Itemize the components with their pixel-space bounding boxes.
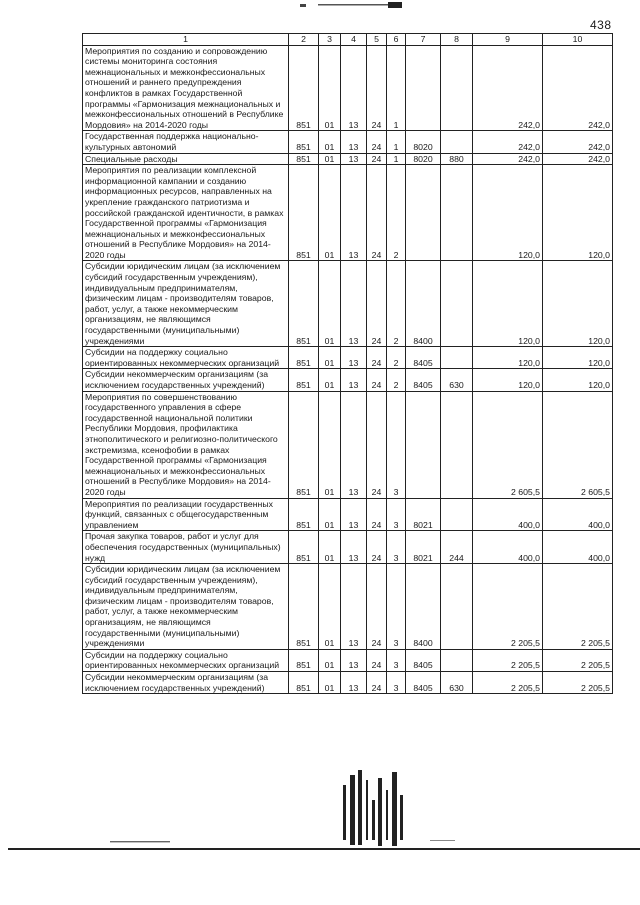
table-row xyxy=(83,165,613,261)
cell-code-2: 851 xyxy=(289,498,319,531)
cell-code-6: 1 xyxy=(387,153,406,165)
cell-code-3: 01 xyxy=(319,165,341,261)
item-name: Субсидии на поддержку социально ориентированных некоммерческих организаций xyxy=(83,347,289,369)
cell-code-8: 244 xyxy=(441,531,473,564)
cell-code-2: 851 xyxy=(289,531,319,564)
item-name: Мероприятия по созданию и сопровождению системы мониторинга состояния межнациональных и межконфессиональных отношений и раннего предупреждения конфликтов в рамках Государственной программы «Гармонизация межнациональных и межконфессиональных отношений в Республике Мордовия» на 2014-2020 годы xyxy=(83,45,289,131)
item-name: Субсидии юридическим лицам (за исключением субсидий государственным учреждениям), индивидуальным предпринимателям, физическим лицам - производителям товаров, работ, услуг, а также некоммерческим организациям, не являющимся государственными (муниципальными) учреждениями xyxy=(83,564,289,650)
cell-code-8: 630 xyxy=(441,369,473,391)
cell-code-3: 01 xyxy=(319,153,341,165)
cell-code-2: 851 xyxy=(289,649,319,671)
cell-code-8 xyxy=(441,131,473,153)
table-row xyxy=(83,672,613,694)
cell-amount-10: 120,0 xyxy=(543,347,613,369)
cell-code-7: 8021 xyxy=(406,498,441,531)
cell-amount-9: 2 205,5 xyxy=(473,564,543,650)
cell-code-6: 3 xyxy=(387,391,406,498)
cell-code-3: 01 xyxy=(319,369,341,391)
cell-amount-10: 120,0 xyxy=(543,261,613,347)
cell-code-6: 3 xyxy=(387,649,406,671)
table-row xyxy=(83,261,613,347)
cell-code-5: 24 xyxy=(367,498,387,531)
table-row xyxy=(83,564,613,650)
item-name: Прочая закупка товаров, работ и услуг для обеспечения государственных (муниципальных) нужд xyxy=(83,531,289,564)
table-row xyxy=(83,649,613,671)
cell-amount-10: 242,0 xyxy=(543,131,613,153)
cell-amount-9: 2 205,5 xyxy=(473,672,543,694)
cell-code-2: 851 xyxy=(289,45,319,131)
cell-amount-10: 2 605,5 xyxy=(543,391,613,498)
cell-amount-9: 242,0 xyxy=(473,153,543,165)
cell-code-7: 8405 xyxy=(406,369,441,391)
cell-amount-9: 400,0 xyxy=(473,531,543,564)
cell-code-2: 851 xyxy=(289,391,319,498)
cell-code-6: 3 xyxy=(387,498,406,531)
page-number: 438 xyxy=(590,18,612,32)
header-cell: 7 xyxy=(406,34,441,46)
cell-code-6: 1 xyxy=(387,131,406,153)
cell-code-4: 13 xyxy=(341,45,367,131)
cell-amount-10: 2 205,5 xyxy=(543,564,613,650)
cell-code-7: 8405 xyxy=(406,649,441,671)
cell-code-7 xyxy=(406,45,441,131)
cell-code-5: 24 xyxy=(367,672,387,694)
cell-code-8: 630 xyxy=(441,672,473,694)
cell-code-7 xyxy=(406,391,441,498)
cell-code-8 xyxy=(441,564,473,650)
cell-code-4: 13 xyxy=(341,261,367,347)
cell-code-2: 851 xyxy=(289,672,319,694)
table-row xyxy=(83,153,613,165)
cell-code-4: 13 xyxy=(341,672,367,694)
cell-code-6: 3 xyxy=(387,531,406,564)
cell-code-6: 3 xyxy=(387,672,406,694)
cell-code-5: 24 xyxy=(367,649,387,671)
cell-code-7: 8405 xyxy=(406,672,441,694)
cell-amount-10: 2 205,5 xyxy=(543,672,613,694)
cell-code-5: 24 xyxy=(367,369,387,391)
header-cell: 1 xyxy=(83,34,289,46)
table-row xyxy=(83,369,613,391)
cell-code-2: 851 xyxy=(289,564,319,650)
table-body xyxy=(83,45,613,694)
cell-code-7: 8020 xyxy=(406,153,441,165)
cell-code-3: 01 xyxy=(319,672,341,694)
cell-code-5: 24 xyxy=(367,153,387,165)
cell-code-7: 8020 xyxy=(406,131,441,153)
cell-code-4: 13 xyxy=(341,498,367,531)
table-row xyxy=(83,347,613,369)
cell-code-2: 851 xyxy=(289,131,319,153)
cell-code-2: 851 xyxy=(289,165,319,261)
item-name: Мероприятия по совершенствованию государственного управления в сфере государственной национальной политики Республики Мордовия, профилактика этнополитического и религиозно-политического экстремизма, ксенофобии в рамках Государственной программы «Гармонизация межнациональных и межконфессиональных отношений в Республике Мордовия» на 2014-2020 годы xyxy=(83,391,289,498)
cell-code-8 xyxy=(441,391,473,498)
cell-code-8 xyxy=(441,45,473,131)
cell-code-3: 01 xyxy=(319,347,341,369)
header-cell: 10 xyxy=(543,34,613,46)
table-row xyxy=(83,131,613,153)
header-cell: 3 xyxy=(319,34,341,46)
item-name: Субсидии на поддержку социально ориентированных некоммерческих организаций xyxy=(83,649,289,671)
cell-code-2: 851 xyxy=(289,347,319,369)
cell-code-4: 13 xyxy=(341,131,367,153)
table-row xyxy=(83,391,613,498)
table-row xyxy=(83,498,613,531)
cell-code-5: 24 xyxy=(367,531,387,564)
table-row xyxy=(83,45,613,131)
cell-code-8 xyxy=(441,649,473,671)
cell-code-3: 01 xyxy=(319,498,341,531)
header-cell: 2 xyxy=(289,34,319,46)
cell-code-4: 13 xyxy=(341,391,367,498)
cell-amount-9: 2 205,5 xyxy=(473,649,543,671)
cell-amount-10: 400,0 xyxy=(543,531,613,564)
scan-artifact-top xyxy=(300,2,420,8)
scan-artifact-bottom xyxy=(0,770,640,905)
cell-code-8 xyxy=(441,498,473,531)
item-name: Субсидии некоммерческим организациям (за исключением государственных учреждений) xyxy=(83,672,289,694)
cell-code-2: 851 xyxy=(289,261,319,347)
cell-amount-10: 242,0 xyxy=(543,45,613,131)
cell-code-5: 24 xyxy=(367,564,387,650)
cell-amount-9: 242,0 xyxy=(473,45,543,131)
cell-code-3: 01 xyxy=(319,531,341,564)
cell-code-8: 880 xyxy=(441,153,473,165)
cell-code-3: 01 xyxy=(319,649,341,671)
cell-code-4: 13 xyxy=(341,165,367,261)
header-cell: 8 xyxy=(441,34,473,46)
item-name: Субсидии некоммерческим организациям (за исключением государственных учреждений) xyxy=(83,369,289,391)
cell-code-2: 851 xyxy=(289,153,319,165)
cell-code-6: 2 xyxy=(387,347,406,369)
cell-amount-10: 400,0 xyxy=(543,498,613,531)
cell-amount-10: 120,0 xyxy=(543,165,613,261)
cell-code-8 xyxy=(441,261,473,347)
cell-code-5: 24 xyxy=(367,45,387,131)
header-cell: 6 xyxy=(387,34,406,46)
cell-code-3: 01 xyxy=(319,261,341,347)
cell-code-8 xyxy=(441,347,473,369)
cell-amount-9: 2 605,5 xyxy=(473,391,543,498)
item-name: Специальные расходы xyxy=(83,153,289,165)
cell-code-5: 24 xyxy=(367,165,387,261)
cell-code-4: 13 xyxy=(341,531,367,564)
table-row xyxy=(83,531,613,564)
cell-code-7: 8400 xyxy=(406,261,441,347)
cell-code-4: 13 xyxy=(341,564,367,650)
cell-code-6: 3 xyxy=(387,564,406,650)
item-name: Мероприятия по реализации государственных функций, связанных с общегосударственным управлением xyxy=(83,498,289,531)
cell-code-4: 13 xyxy=(341,369,367,391)
cell-code-4: 13 xyxy=(341,153,367,165)
cell-code-8 xyxy=(441,165,473,261)
column-number-row xyxy=(83,34,613,46)
cell-code-4: 13 xyxy=(341,347,367,369)
cell-amount-10: 242,0 xyxy=(543,153,613,165)
cell-amount-10: 2 205,5 xyxy=(543,649,613,671)
cell-amount-9: 120,0 xyxy=(473,165,543,261)
cell-code-5: 24 xyxy=(367,261,387,347)
item-name: Мероприятия по реализации комплексной информационной кампании и созданию информационных ресурсов, направленных на укрепление гражданского патриотизма и российской гражданской идентичности, в рамках Государственной программы «Гармонизация межнациональных и межконфессиональных отношений в Республике Мордовия» на 2014-2020 годы xyxy=(83,165,289,261)
cell-code-5: 24 xyxy=(367,391,387,498)
cell-amount-9: 242,0 xyxy=(473,131,543,153)
header-cell: 9 xyxy=(473,34,543,46)
cell-code-5: 24 xyxy=(367,347,387,369)
cell-code-7: 8400 xyxy=(406,564,441,650)
cell-code-6: 2 xyxy=(387,369,406,391)
header-cell: 4 xyxy=(341,34,367,46)
cell-code-2: 851 xyxy=(289,369,319,391)
cell-code-7: 8021 xyxy=(406,531,441,564)
cell-amount-9: 120,0 xyxy=(473,347,543,369)
cell-code-7 xyxy=(406,165,441,261)
cell-code-3: 01 xyxy=(319,391,341,498)
cell-amount-9: 400,0 xyxy=(473,498,543,531)
header-cell: 5 xyxy=(367,34,387,46)
cell-amount-9: 120,0 xyxy=(473,261,543,347)
cell-amount-9: 120,0 xyxy=(473,369,543,391)
cell-code-4: 13 xyxy=(341,649,367,671)
cell-code-3: 01 xyxy=(319,564,341,650)
cell-code-3: 01 xyxy=(319,45,341,131)
budget-table xyxy=(82,33,613,694)
cell-code-5: 24 xyxy=(367,131,387,153)
item-name: Государственная поддержка национально-культурных автономий xyxy=(83,131,289,153)
cell-code-6: 2 xyxy=(387,261,406,347)
cell-code-6: 1 xyxy=(387,45,406,131)
cell-amount-10: 120,0 xyxy=(543,369,613,391)
cell-code-3: 01 xyxy=(319,131,341,153)
cell-code-6: 2 xyxy=(387,165,406,261)
cell-code-7: 8405 xyxy=(406,347,441,369)
item-name: Субсидии юридическим лицам (за исключением субсидий государственным учреждениям), индивидуальным предпринимателям, физическим лицам - производителям товаров, работ, услуг, а также некоммерческим организациям, не являющимся государственными (муниципальными) учреждениями xyxy=(83,261,289,347)
